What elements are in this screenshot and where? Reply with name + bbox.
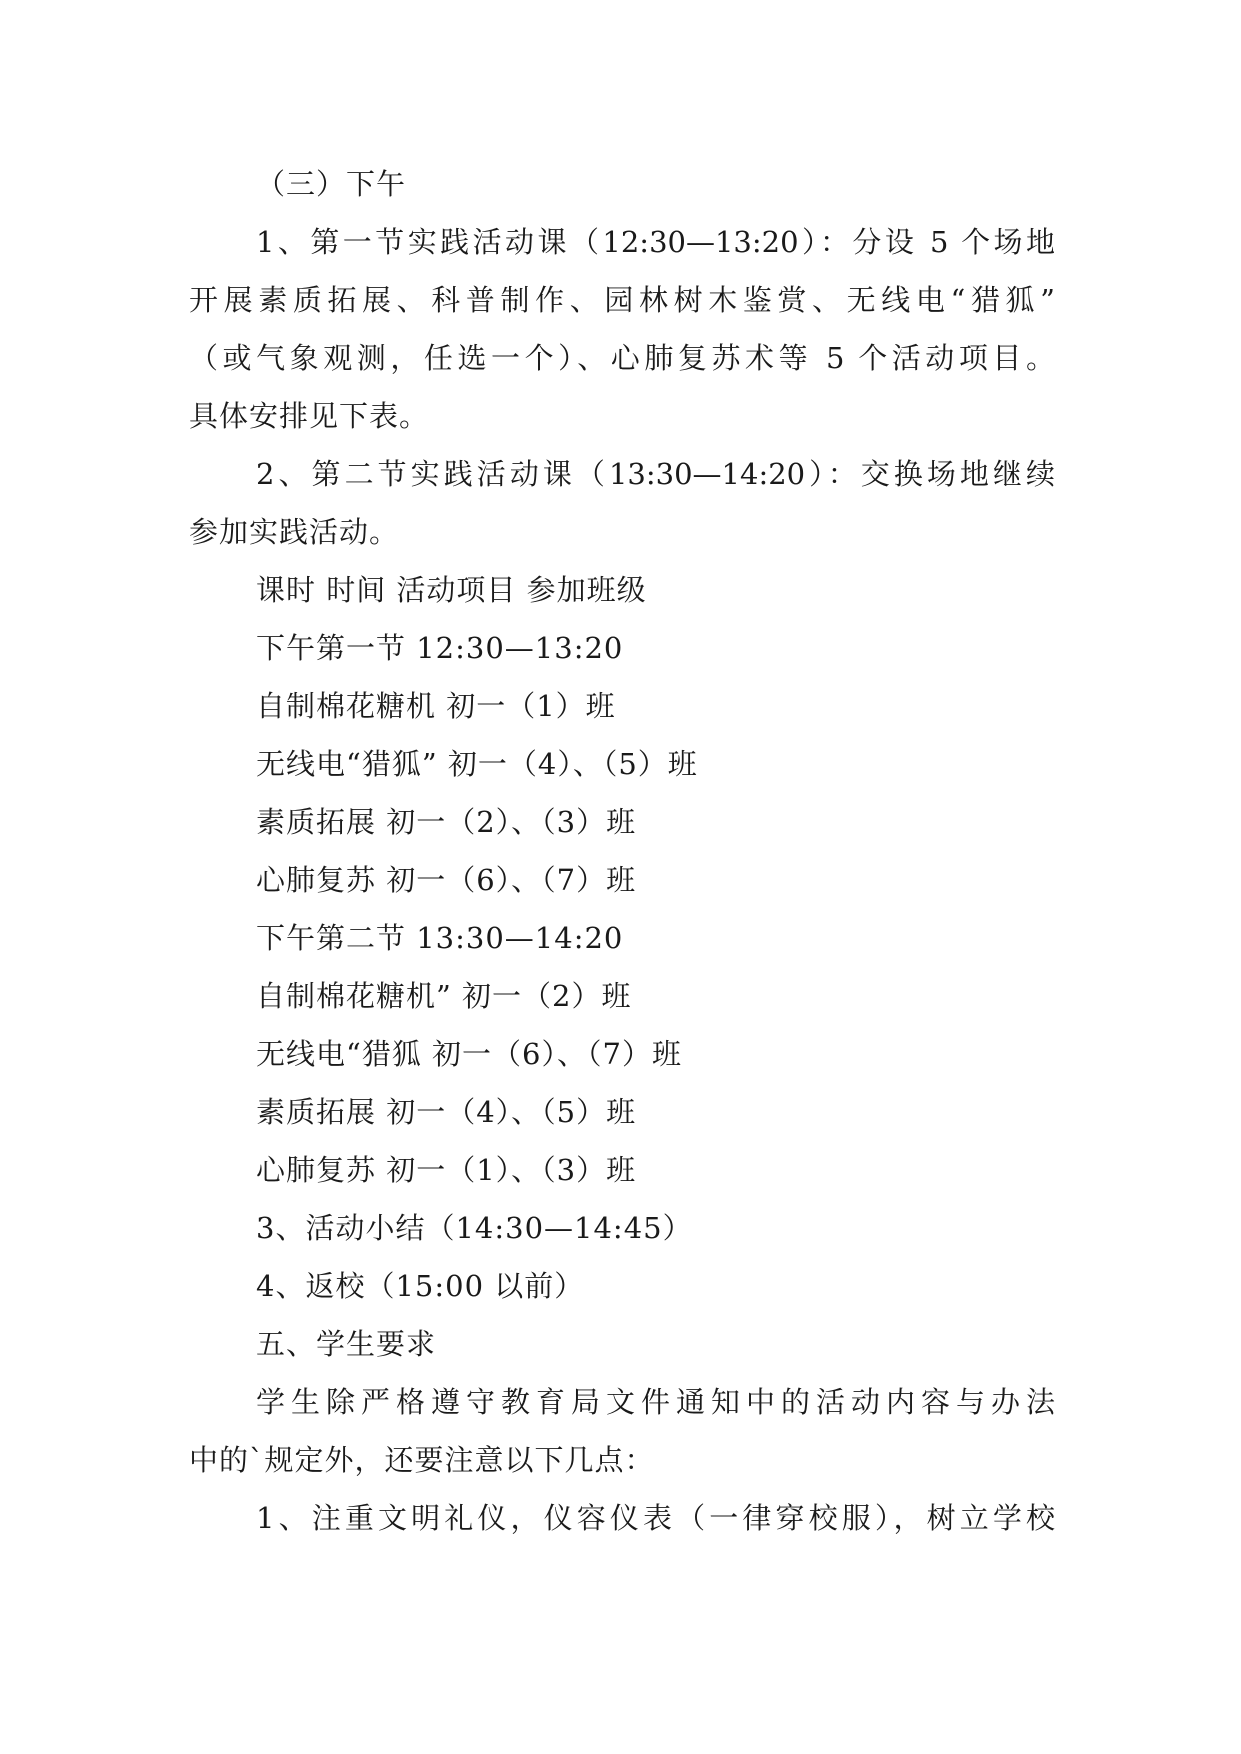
paragraph-line: 中的`规定外，还要注意以下几点： bbox=[189, 1443, 655, 1477]
paragraph-line: 1、第一节实践活动课（12:30—13:20）：分设 5 个场地 bbox=[256, 225, 1055, 259]
schedule-header: 课时 时间 活动项目 参加班级 bbox=[256, 573, 647, 607]
paragraph-line: 具体安排见下表。 bbox=[189, 399, 430, 433]
list-item: 4、返校（15:00 以前） bbox=[256, 1269, 585, 1303]
schedule-row: 无线电“猎狐 初一（6）、（7）班 bbox=[256, 1037, 682, 1071]
schedule-period-2: 下午第二节 13:30—14:20 bbox=[256, 921, 624, 955]
paragraph-line: 开展素质拓展、科普制作、园林树木鉴赏、无线电“猎狐” bbox=[189, 283, 1055, 317]
paragraph-line: 2、第二节实践活动课（13:30—14:20）：交换场地继续 bbox=[256, 457, 1055, 491]
paragraph-line: 1、注重文明礼仪，仪容仪表（一律穿校服），树立学校 bbox=[256, 1501, 1055, 1535]
list-item: 3、活动小结（14:30—14:45） bbox=[256, 1211, 693, 1245]
schedule-row: 自制棉花糖机 初一（1）班 bbox=[256, 689, 616, 723]
schedule-row: 素质拓展 初一（2）、（3）班 bbox=[256, 805, 637, 839]
section-heading-afternoon: （三）下午 bbox=[256, 167, 407, 201]
schedule-period-1: 下午第一节 12:30—13:20 bbox=[256, 631, 624, 665]
schedule-row: 心肺复苏 初一（6）、（7）班 bbox=[256, 863, 637, 897]
section-heading-requirements: 五、学生要求 bbox=[256, 1327, 437, 1361]
paragraph-line: （或气象观测，任选一个）、心肺复苏术等 5 个活动项目。 bbox=[189, 341, 1055, 375]
schedule-row: 心肺复苏 初一（1）、（3）班 bbox=[256, 1153, 637, 1187]
schedule-row: 无线电“猎狐” 初一（4）、（5）班 bbox=[256, 747, 698, 781]
paragraph-line: 参加实践活动。 bbox=[189, 515, 400, 549]
schedule-row: 素质拓展 初一（4）、（5）班 bbox=[256, 1095, 637, 1129]
paragraph-line: 学生除严格遵守教育局文件通知中的活动内容与办法 bbox=[256, 1385, 1055, 1419]
schedule-row: 自制棉花糖机” 初一（2）班 bbox=[256, 979, 632, 1013]
